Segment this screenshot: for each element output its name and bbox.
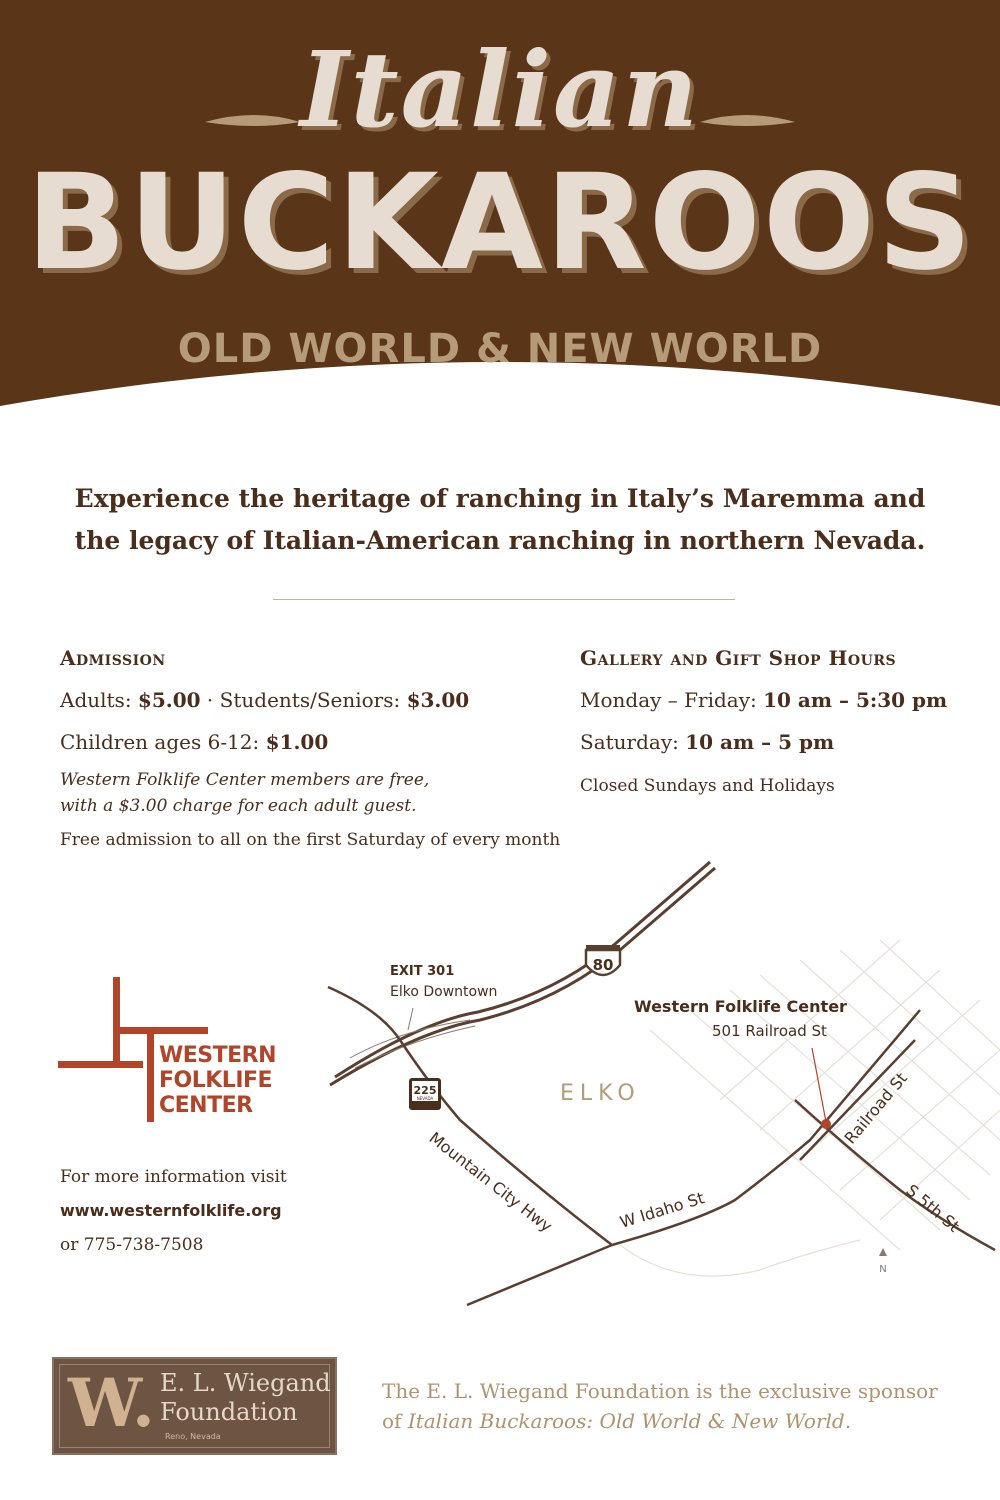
- children-label: Children ages 6-12:: [60, 730, 266, 754]
- admission-heading: Admission: [60, 646, 166, 670]
- interstate-80: [330, 862, 715, 1085]
- wiegand-name: [160, 1369, 331, 1427]
- hours-section: [580, 646, 980, 799]
- website-link[interactable]: www.westernfolklife.org: [60, 1201, 282, 1220]
- mountain-city-hwy: [328, 987, 612, 1245]
- wiegand-name-line-2: Foundation: [160, 1398, 298, 1426]
- title-script: Italian: [299, 28, 701, 151]
- admission-section: [60, 646, 600, 853]
- venue-pointer: [812, 1048, 826, 1122]
- exit-number: EXIT 301: [390, 964, 455, 979]
- label-railroad-st: Railroad St: [840, 1068, 911, 1148]
- location-map: [320, 860, 1000, 1320]
- weekdays-label: Monday – Friday:: [580, 688, 764, 712]
- saturday-time: 10 am – 5 pm: [685, 730, 835, 754]
- sponsor-line-2-prefix: of: [382, 1409, 408, 1433]
- saturday-label: Saturday:: [580, 730, 686, 754]
- venue-marker-icon: [821, 1119, 831, 1129]
- north-arrow-icon: [879, 1248, 887, 1256]
- intro-text: [60, 478, 940, 562]
- wiegand-foundation-logo: [52, 1357, 337, 1455]
- intro-line-1: Experience the heritage of ranching in Italy’s Maremma and: [74, 484, 926, 513]
- interstate-number: 80: [592, 956, 614, 974]
- state-route-label: NEVADA: [416, 1096, 434, 1101]
- sponsor-line-1: The E. L. Wiegand Foundation is the exclusive sponsor: [382, 1379, 938, 1403]
- wiegand-location: Reno, Nevada: [165, 1432, 221, 1441]
- adult-prices: [60, 679, 600, 721]
- logo-line-1: WESTERN: [159, 1043, 277, 1068]
- title-subtitle: OLD WORLD & NEW WORLD: [177, 326, 823, 372]
- children-price-line: [60, 721, 600, 763]
- exit-pointer: [408, 1008, 413, 1030]
- phone-number: or 775-738-7508: [60, 1235, 204, 1255]
- state-route-number: 225: [413, 1084, 437, 1097]
- closed-note: Closed Sundays and Holidays: [580, 776, 835, 796]
- sponsor-line-2: [382, 1406, 982, 1436]
- city-label: ELKO: [560, 1081, 641, 1106]
- members-note: [60, 767, 600, 819]
- members-note-line-2: with a $3.00 charge for each adult guest.: [60, 796, 417, 816]
- contact-info: [60, 1160, 360, 1262]
- venue-address: 501 Railroad St: [712, 1022, 827, 1040]
- logo-line-2: FOLKLIFE: [159, 1068, 273, 1093]
- free-admission-note: Free admission to all on the first Saturday of every month: [60, 830, 561, 850]
- label-mountain-city-hwy: Mountain City Hwy: [425, 1128, 556, 1236]
- label-s-5th-st: S 5th St: [902, 1180, 964, 1236]
- students-price: $3.00: [406, 688, 470, 712]
- weekdays-time: 10 am – 5:30 pm: [763, 688, 948, 712]
- members-note-line-1: Western Folklife Center members are free,: [60, 770, 430, 790]
- label-w-idaho-st: W Idaho St: [617, 1188, 707, 1232]
- students-label: Students/Seniors:: [219, 688, 407, 712]
- wiegand-initial: W.: [68, 1364, 155, 1442]
- divider: [273, 599, 735, 600]
- intro-line-2: the legacy of Italian-American ranching in northern Nevada.: [74, 526, 926, 555]
- logo-line-3: CENTER: [159, 1093, 253, 1118]
- header-banner: [0, 0, 1000, 450]
- sponsor-statement: [382, 1376, 982, 1436]
- adults-label: Adults:: [60, 688, 138, 712]
- contact-intro: For more information visit: [60, 1167, 287, 1187]
- price-separator: ·: [200, 688, 220, 712]
- wiegand-name-line-1: E. L. Wiegand: [160, 1369, 331, 1397]
- logo-text: [159, 1043, 276, 1118]
- weekday-hours: [580, 679, 980, 721]
- exit-destination: Elko Downtown: [390, 984, 498, 1000]
- title-main: BUCKAROOS: [25, 146, 975, 300]
- adults-price: $5.00: [137, 688, 201, 712]
- children-price: $1.00: [265, 730, 329, 754]
- western-folklife-logo: [58, 975, 277, 1125]
- hours-heading: Gallery and Gift Shop Hours: [580, 646, 897, 670]
- saturday-hours: [580, 721, 980, 763]
- venue-name: Western Folklife Center: [634, 997, 847, 1016]
- exhibit-title: Italian Buckaroos: Old World & New World.: [407, 1409, 852, 1433]
- north-label: N: [879, 1264, 887, 1275]
